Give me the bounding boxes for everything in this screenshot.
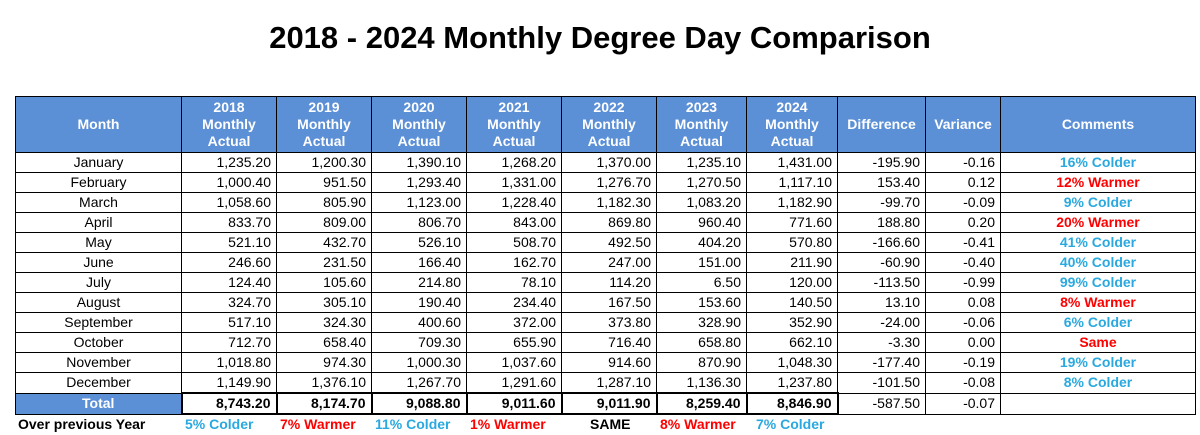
total-row [16, 393, 1196, 414]
footer-item: 5% Colder [185, 416, 254, 432]
value-cell: 432.70 [277, 233, 372, 253]
difference-cell: -99.70 [838, 193, 926, 213]
value-cell: 324.30 [277, 313, 372, 333]
difference-cell: -3.30 [838, 333, 926, 353]
month-cell: August [16, 293, 182, 313]
month-cell: April [16, 213, 182, 233]
value-cell: 655.90 [467, 333, 562, 353]
table-row [16, 153, 1196, 173]
value-cell: 153.60 [657, 293, 747, 313]
table-row [16, 193, 1196, 213]
header-year: 2024 Monthly Actual [747, 97, 838, 153]
value-cell: 231.50 [277, 253, 372, 273]
header-difference: Difference [838, 97, 926, 153]
value-cell: 843.00 [467, 213, 562, 233]
value-cell: 324.70 [182, 293, 277, 313]
comment-cell: 12% Warmer [1001, 173, 1196, 193]
table-row [16, 233, 1196, 253]
value-cell: 120.00 [747, 273, 838, 293]
value-cell: 1,018.80 [182, 353, 277, 373]
value-cell: 658.40 [277, 333, 372, 353]
value-cell: 1,200.30 [277, 153, 372, 173]
value-cell: 166.40 [372, 253, 467, 273]
comment-cell: 8% Warmer [1001, 293, 1196, 313]
value-cell: 124.40 [182, 273, 277, 293]
value-cell: 328.90 [657, 313, 747, 333]
value-cell: 771.60 [747, 213, 838, 233]
difference-cell: -177.40 [838, 353, 926, 373]
comment-cell: 19% Colder [1001, 353, 1196, 373]
value-cell: 151.00 [657, 253, 747, 273]
value-cell: 1,182.30 [562, 193, 657, 213]
value-cell: 167.50 [562, 293, 657, 313]
value-cell: 1,235.20 [182, 153, 277, 173]
comment-cell: 16% Colder [1001, 153, 1196, 173]
month-cell: September [16, 313, 182, 333]
comment-cell: 20% Warmer [1001, 213, 1196, 233]
table-row [16, 213, 1196, 233]
month-cell: November [16, 353, 182, 373]
header-year: 2019 Monthly Actual [277, 97, 372, 153]
footer-item: SAME [590, 416, 631, 432]
variance-cell: -0.41 [926, 233, 1001, 253]
month-cell: December [16, 373, 182, 394]
header-year: 2020 Monthly Actual [372, 97, 467, 153]
value-cell: 712.70 [182, 333, 277, 353]
comment-cell: 8% Colder [1001, 373, 1196, 394]
difference-cell: -24.00 [838, 313, 926, 333]
total-difference: -587.50 [838, 393, 926, 414]
value-cell: 1,123.00 [372, 193, 467, 213]
table-row [16, 253, 1196, 273]
variance-cell: 0.00 [926, 333, 1001, 353]
header-year: 2018 Monthly Actual [182, 97, 277, 153]
header-month: Month [16, 97, 182, 153]
value-cell: 1,276.70 [562, 173, 657, 193]
difference-cell: -101.50 [838, 373, 926, 394]
total-variance: -0.07 [926, 393, 1001, 414]
footer-item: 7% Warmer [280, 416, 356, 432]
value-cell: 1,000.40 [182, 173, 277, 193]
value-cell: 1,267.70 [372, 373, 467, 394]
value-cell: 1,136.30 [657, 373, 747, 394]
value-cell: 78.10 [467, 273, 562, 293]
value-cell: 508.70 [467, 233, 562, 253]
value-cell: 6.50 [657, 273, 747, 293]
total-value: 8,846.90 [747, 393, 838, 414]
footer-item: 8% Warmer [660, 416, 736, 432]
comment-cell: Same [1001, 333, 1196, 353]
comment-cell: 9% Colder [1001, 193, 1196, 213]
value-cell: 247.00 [562, 253, 657, 273]
value-cell: 211.90 [747, 253, 838, 273]
value-cell: 246.60 [182, 253, 277, 273]
value-cell: 492.50 [562, 233, 657, 253]
variance-cell: -0.08 [926, 373, 1001, 394]
value-cell: 190.40 [372, 293, 467, 313]
table-row [16, 273, 1196, 293]
value-cell: 526.10 [372, 233, 467, 253]
value-cell: 400.60 [372, 313, 467, 333]
value-cell: 662.10 [747, 333, 838, 353]
total-value: 9,088.80 [372, 393, 467, 414]
value-cell: 234.40 [467, 293, 562, 313]
value-cell: 974.30 [277, 353, 372, 373]
value-cell: 521.10 [182, 233, 277, 253]
value-cell: 214.80 [372, 273, 467, 293]
value-cell: 1,291.60 [467, 373, 562, 394]
value-cell: 352.90 [747, 313, 838, 333]
month-cell: January [16, 153, 182, 173]
value-cell: 1,037.60 [467, 353, 562, 373]
value-cell: 162.70 [467, 253, 562, 273]
variance-cell: 0.08 [926, 293, 1001, 313]
header-comments: Comments [1001, 97, 1196, 153]
value-cell: 960.40 [657, 213, 747, 233]
degree-day-table [15, 96, 1196, 415]
value-cell: 833.70 [182, 213, 277, 233]
variance-cell: -0.19 [926, 353, 1001, 373]
month-cell: October [16, 333, 182, 353]
value-cell: 870.90 [657, 353, 747, 373]
comment-cell: 99% Colder [1001, 273, 1196, 293]
value-cell: 404.20 [657, 233, 747, 253]
total-value: 9,011.90 [562, 393, 657, 414]
value-cell: 1,083.20 [657, 193, 747, 213]
difference-cell: -60.90 [838, 253, 926, 273]
value-cell: 1,235.10 [657, 153, 747, 173]
value-cell: 1,331.00 [467, 173, 562, 193]
variance-cell: 0.12 [926, 173, 1001, 193]
value-cell: 658.80 [657, 333, 747, 353]
footer-item: 7% Colder [756, 416, 825, 432]
value-cell: 1,390.10 [372, 153, 467, 173]
month-cell: June [16, 253, 182, 273]
value-cell: 105.60 [277, 273, 372, 293]
value-cell: 114.20 [562, 273, 657, 293]
total-value: 8,174.70 [277, 393, 372, 414]
page-title: 2018 - 2024 Monthly Degree Day Comparison [269, 20, 931, 55]
value-cell: 1,228.40 [467, 193, 562, 213]
value-cell: 951.50 [277, 173, 372, 193]
value-cell: 140.50 [747, 293, 838, 313]
value-cell: 1,370.00 [562, 153, 657, 173]
value-cell: 1,048.30 [747, 353, 838, 373]
header-year: 2023 Monthly Actual [657, 97, 747, 153]
month-cell: February [16, 173, 182, 193]
value-cell: 1,293.40 [372, 173, 467, 193]
value-cell: 570.80 [747, 233, 838, 253]
table-row [16, 353, 1196, 373]
total-comment [1001, 393, 1196, 414]
variance-cell: 0.20 [926, 213, 1001, 233]
header-variance: Variance [926, 97, 1001, 153]
value-cell: 1,182.90 [747, 193, 838, 213]
variance-cell: -0.99 [926, 273, 1001, 293]
value-cell: 809.00 [277, 213, 372, 233]
value-cell: 1,270.50 [657, 173, 747, 193]
value-cell: 517.10 [182, 313, 277, 333]
comment-cell: 41% Colder [1001, 233, 1196, 253]
total-value: 8,743.20 [182, 393, 277, 414]
difference-cell: 13.10 [838, 293, 926, 313]
month-cell: March [16, 193, 182, 213]
total-value: 9,011.60 [467, 393, 562, 414]
difference-cell: 153.40 [838, 173, 926, 193]
value-cell: 305.10 [277, 293, 372, 313]
month-cell: May [16, 233, 182, 253]
total-label: Total [16, 393, 182, 414]
value-cell: 716.40 [562, 333, 657, 353]
value-cell: 709.30 [372, 333, 467, 353]
value-cell: 806.70 [372, 213, 467, 233]
comment-cell: 6% Colder [1001, 313, 1196, 333]
value-cell: 869.80 [562, 213, 657, 233]
header-row [16, 97, 1196, 153]
header-year: 2021 Monthly Actual [467, 97, 562, 153]
value-cell: 1,149.90 [182, 373, 277, 394]
table-row [16, 333, 1196, 353]
difference-cell: 188.80 [838, 213, 926, 233]
table-row [16, 373, 1196, 394]
value-cell: 373.80 [562, 313, 657, 333]
value-cell: 914.60 [562, 353, 657, 373]
value-cell: 1,058.60 [182, 193, 277, 213]
value-cell: 805.90 [277, 193, 372, 213]
value-cell: 1,431.00 [747, 153, 838, 173]
variance-cell: -0.06 [926, 313, 1001, 333]
table-row [16, 313, 1196, 333]
variance-cell: -0.09 [926, 193, 1001, 213]
total-value: 8,259.40 [657, 393, 747, 414]
value-cell: 1,268.20 [467, 153, 562, 173]
difference-cell: -166.60 [838, 233, 926, 253]
table-row [16, 293, 1196, 313]
variance-cell: -0.16 [926, 153, 1001, 173]
table-row [16, 173, 1196, 193]
month-cell: July [16, 273, 182, 293]
value-cell: 1,117.10 [747, 173, 838, 193]
value-cell: 1,000.30 [372, 353, 467, 373]
footer-label: Over previous Year [18, 416, 146, 432]
value-cell: 1,287.10 [562, 373, 657, 394]
comment-cell: 40% Colder [1001, 253, 1196, 273]
difference-cell: -113.50 [838, 273, 926, 293]
footer-item: 11% Colder [375, 416, 451, 432]
header-year: 2022 Monthly Actual [562, 97, 657, 153]
value-cell: 372.00 [467, 313, 562, 333]
difference-cell: -195.90 [838, 153, 926, 173]
footer-item: 1% Warmer [470, 416, 546, 432]
value-cell: 1,376.10 [277, 373, 372, 394]
value-cell: 1,237.80 [747, 373, 838, 394]
variance-cell: -0.40 [926, 253, 1001, 273]
